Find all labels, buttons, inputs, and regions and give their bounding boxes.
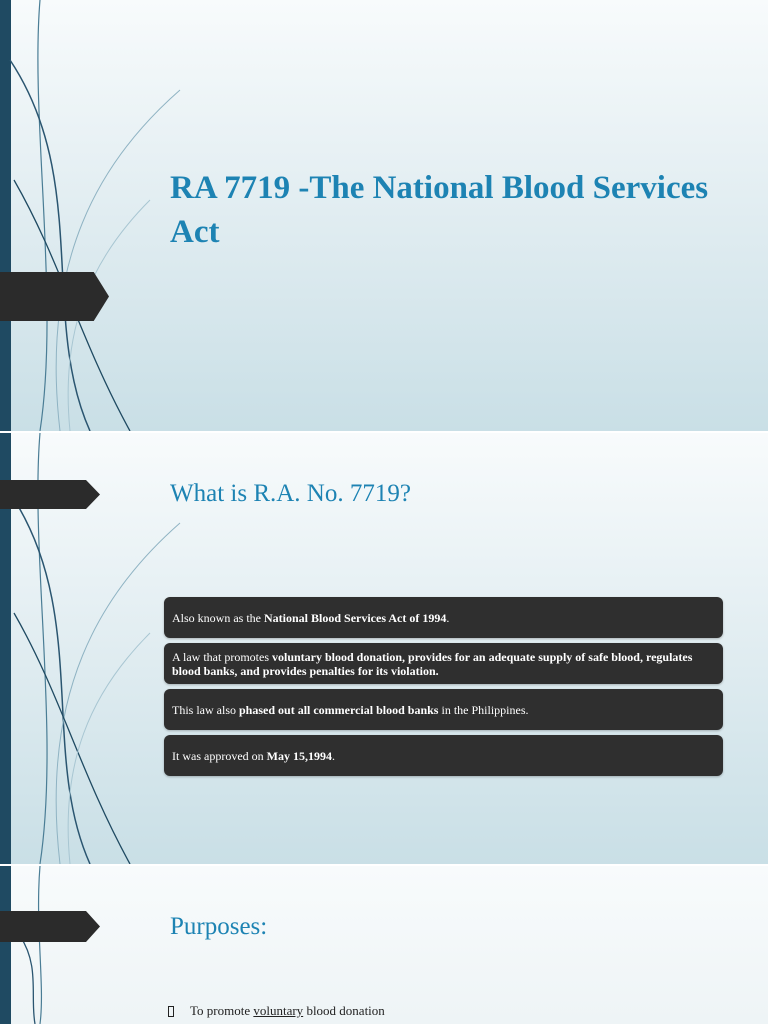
arrow-tab-icon bbox=[0, 911, 100, 942]
slide-title-heading: RA 7719 -The National Blood Services Act bbox=[170, 170, 709, 250]
list-item: To promote voluntary blood donation bbox=[168, 1003, 385, 1019]
slide-purposes bbox=[0, 866, 768, 1024]
arrow-tab-icon bbox=[0, 480, 100, 509]
info-box: This law also phased out all commercial blood banks in the Philippines. bbox=[164, 689, 723, 730]
info-box: It was approved on May 15,1994. bbox=[164, 735, 723, 776]
slide-what-is bbox=[0, 433, 768, 864]
section-heading: What is R.A. No. 7719? bbox=[170, 480, 411, 507]
decorative-curves bbox=[0, 866, 200, 1024]
info-box: A law that promotes voluntary blood donation, provides for an adequate supply of safe blood, regulates blood banks, and provides penalties for its violation. bbox=[164, 643, 723, 684]
slide-title bbox=[0, 0, 768, 431]
arrow-tab-icon bbox=[0, 272, 109, 321]
square-bullet-icon bbox=[168, 1006, 174, 1017]
section-heading: Purposes: bbox=[170, 913, 268, 940]
info-box: Also known as the National Blood Services Act of 1994. bbox=[164, 597, 723, 638]
